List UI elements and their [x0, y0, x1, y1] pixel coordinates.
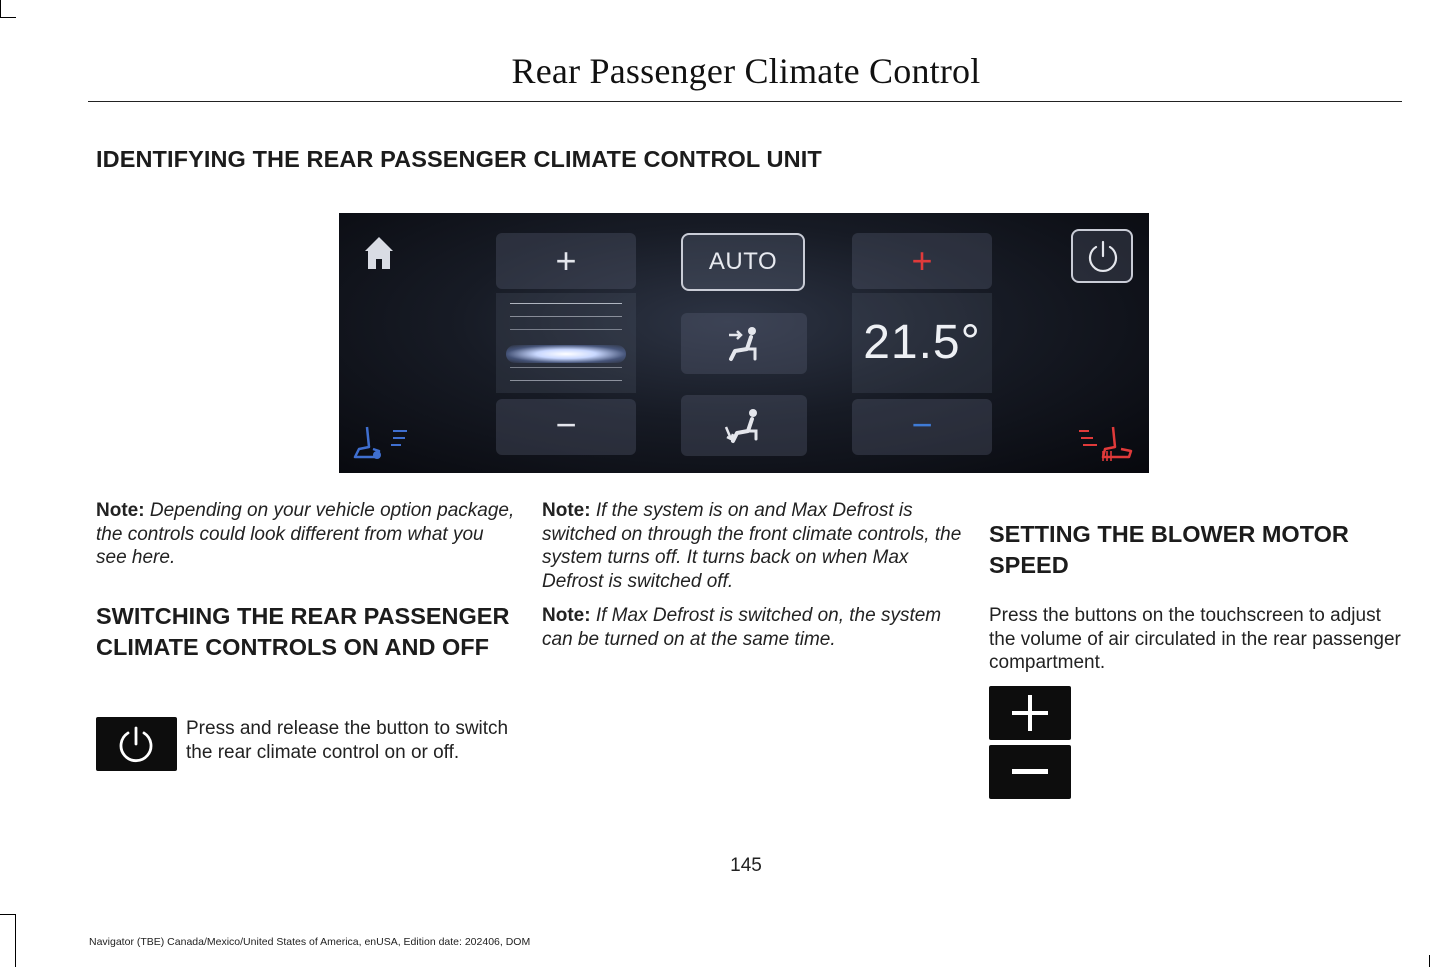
power-icon — [116, 724, 156, 764]
edition-footer: Navigator (TBE) Canada/Mexico/United States of America, enUSA, Edition date: 202406, DOM — [89, 936, 531, 948]
auto-button: AUTO — [681, 233, 805, 291]
blower-instructions: Press the buttons on the touchscreen to adjust the volume of air circulated in the rear passenger compartment. — [989, 605, 1401, 673]
crop-mark — [1429, 955, 1430, 967]
heated-seat-icon — [1077, 425, 1137, 463]
plus-icon — [1011, 694, 1049, 732]
note-label: Note: — [542, 605, 591, 626]
temp-plus-glyph: + — [911, 240, 933, 281]
cooled-seat-icon — [351, 425, 411, 463]
blower-minus-illustration — [989, 745, 1071, 799]
note-label: Note: — [96, 500, 145, 521]
power-button-illustration — [96, 717, 177, 771]
page-title: Rear Passenger Climate Control — [511, 51, 981, 91]
face-airflow-button — [681, 313, 807, 374]
section-heading-blower: SETTING THE BLOWER MOTOR SPEED — [989, 521, 1349, 578]
crop-mark — [15, 914, 16, 967]
crop-mark — [0, 914, 16, 915]
temp-plus-button — [852, 233, 992, 289]
section-heading-identify: IDENTIFYING THE REAR PASSENGER CLIMATE CONTROL UNIT — [96, 146, 822, 172]
fan-speed-indicator — [496, 293, 636, 393]
crop-mark — [0, 0, 1, 18]
crop-mark — [0, 17, 16, 18]
temp-minus-button — [852, 399, 992, 455]
note-text: Depending on your vehicle option package, the controls could look different from what you see here. — [96, 500, 515, 568]
power-icon — [1086, 239, 1120, 275]
fan-plus-button — [496, 233, 636, 289]
feet-airflow-icon — [723, 407, 763, 445]
page-number: 145 — [730, 855, 762, 876]
note-max-defrost-off — [542, 499, 962, 593]
switch-instructions: Press and release the button to switch the rear climate control on or off. — [186, 718, 509, 763]
panel-power-button — [1071, 229, 1133, 283]
note-text: If Max Defrost is switched on, the system can be turned on at the same time. — [542, 605, 942, 650]
note-max-defrost-on — [542, 604, 962, 651]
note-vehicle-options — [96, 499, 516, 570]
fan-minus-button — [496, 399, 636, 455]
fan-speed-glow — [506, 345, 626, 363]
temp-minus-glyph: − — [911, 404, 933, 445]
section-heading-switching: SWITCHING THE REAR PASSENGER CLIMATE CONTROLS ON AND OFF — [96, 603, 510, 660]
title-divider — [88, 101, 1402, 102]
fan-minus-glyph: − — [555, 404, 577, 445]
note-text: If the system is on and Max Defrost is switched on through the front climate controls, the system turns off. It turns back on when Max Defrost is switched off. — [542, 500, 962, 592]
blower-plus-illustration — [989, 686, 1071, 740]
note-label: Note: — [542, 500, 591, 521]
face-airflow-icon — [725, 325, 763, 363]
minus-icon — [1011, 753, 1049, 791]
fan-plus-glyph: + — [555, 240, 577, 281]
feet-airflow-button — [681, 395, 807, 456]
home-icon — [363, 235, 395, 271]
climate-control-panel — [339, 213, 1149, 473]
temperature-readout: 21.5° — [863, 316, 981, 369]
